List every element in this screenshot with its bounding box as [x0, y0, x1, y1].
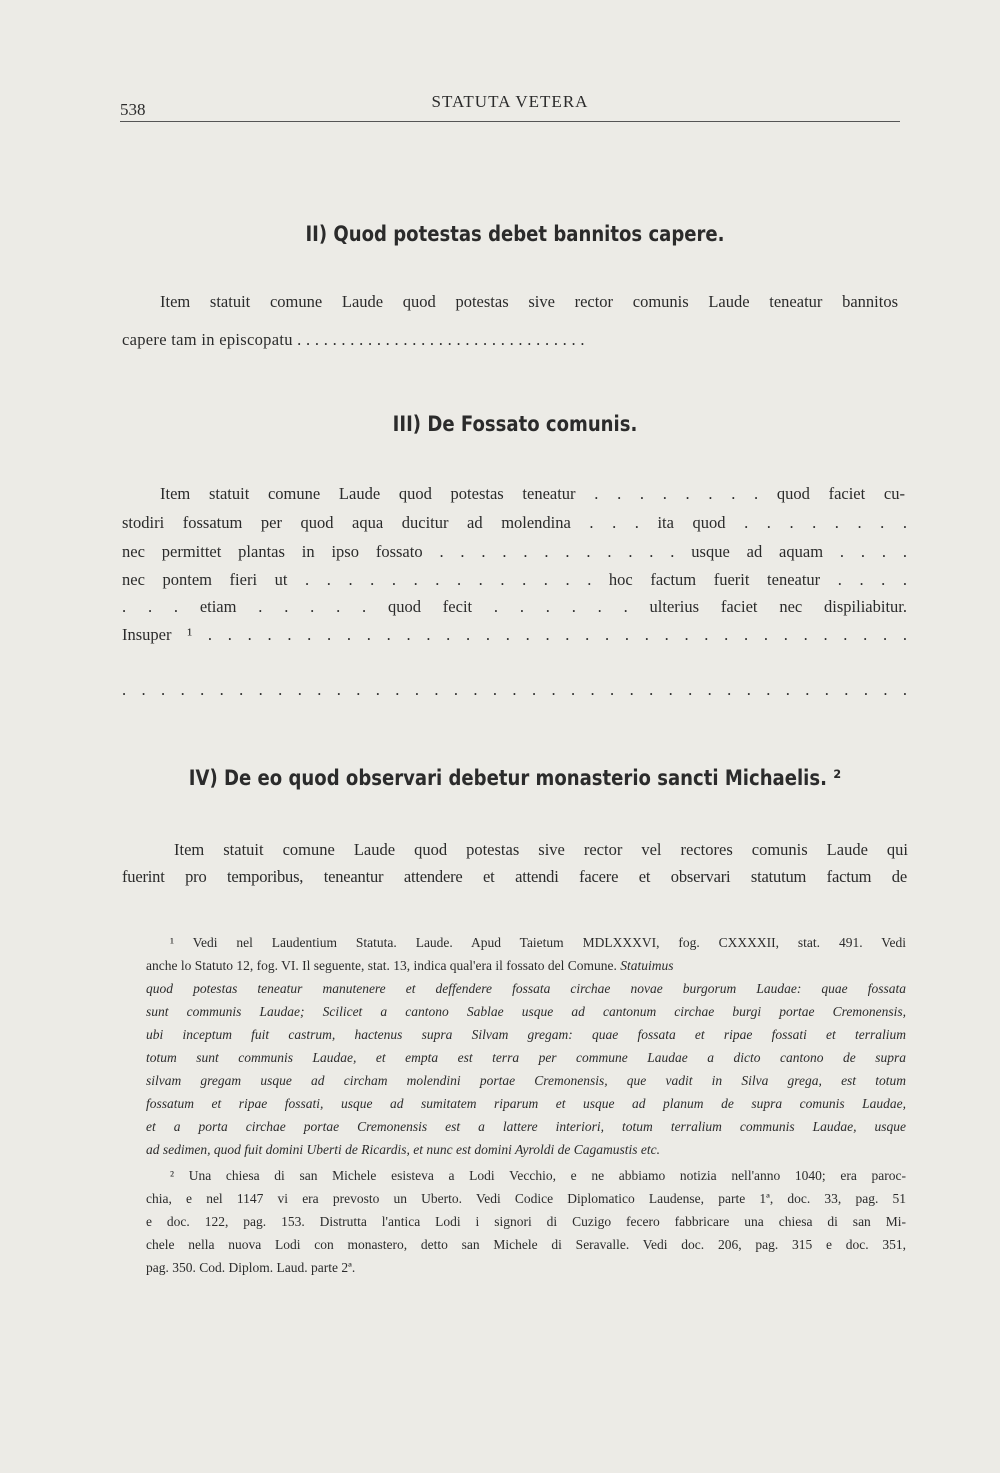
section-heading-4: IV) De eo quod observari debetur monasterio sancti Michaelis. ² [188, 766, 842, 790]
footnote-1-line [146, 958, 906, 974]
text-line: Item statuit comune Laude quod potestas sive rector comunis Laude teneatur bannitos [160, 292, 898, 311]
footnote-1-quote-line: ad sedimen, quod fuit domini Uberti de Ricardis, et nunc est domini Ayroldi de Cagamustis etc. [146, 1142, 660, 1157]
text-line: . . . . . . . . . . . . . . . . . . . . . . . . . . . . . . . . . . . . . . . . . [122, 680, 907, 699]
text-line: . . . etiam . . . . . quod fecit . . . . . . ulterius faciet nec dispiliabitur. [122, 597, 907, 616]
footnote-1-quote-line: silvam gregam usque ad circham molendini portae Cremonensis, que vadit in Silva grega, est totum [146, 1073, 906, 1088]
footnote-1-quote-line: fossatum et ripae fossati, usque ad sumitatem riparum et usque ad planum de supra comunis Laudae, [146, 1096, 906, 1111]
text-line: capere tam in episcopatu . . . . . . . . . . . . . . . . . . . . . . . . . . . . . . . . . [122, 330, 585, 349]
page-number: 538 [120, 100, 146, 119]
page-header [120, 90, 900, 120]
footnote-2-line: chele nella nuova Lodi con monastero, detto san Michele di Seravalle. Vedi doc. 206, pag. 315 e doc. 351, [146, 1237, 906, 1252]
footnote-1-quote-line: totum sunt communis Laudae, et empta est terra per commune Laudae a dicto cantono de supra [146, 1050, 906, 1065]
footnote-1-quote-line: et a porta circhae portae Cremonensis est a lattere interiori, totum terralium communis Laudae, usque [146, 1119, 906, 1134]
footnote-1-quote-line: ubi inceptum fuit castrum, hactenus supra Silvam gregam: quae fossata et ripae fossati et terralium [146, 1027, 906, 1042]
section-heading-2: II) Quod potestas debet bannitos capere. [305, 222, 725, 246]
footnote-2-line: pag. 350. Cod. Diplom. Laud. parte 2ª. [146, 1260, 356, 1275]
footnote-2-line: ² Una chiesa di san Michele esisteva a Lodi Vecchio, e ne abbiamo notizia nell'anno 1040; era paroc- [170, 1168, 906, 1183]
text-line: Item statuit comune Laude quod potestas sive rector vel rectores comunis Laude qui [174, 840, 908, 859]
footnote-2-line: e doc. 122, pag. 153. Distrutta l'antica Lodi i signori di Cuzigo fecero fabbricare una chiesa di san Mi- [146, 1214, 906, 1229]
text-line: Insuper ¹ . . . . . . . . . . . . . . . . . . . . . . . . . . . . . . . . . . . . [122, 625, 907, 644]
text-line: nec permittet plantas in ipso fossato . . . . . . . . . . . . usque ad aquam . . . . [122, 542, 907, 561]
footnote-2-line: chia, e nel 1147 vi era prevosto un Uberto. Vedi Codice Diplomatico Laudense, parte 1ª, doc. 33, pag. 51 [146, 1191, 906, 1206]
text-line: fuerint pro temporibus, teneantur attendere et attendi facere et observari statutum factum de [122, 867, 907, 886]
footnote-1-line: ¹ Vedi nel Laudentium Statuta. Laude. Apud Taietum MDLXXXVI, fog. CXXXXII, stat. 491. Vedi [170, 935, 906, 950]
section-heading-3: III) De Fossato comunis. [392, 412, 638, 436]
header-rule [120, 121, 900, 122]
text-line: nec pontem fieri ut . . . . . . . . . . . . . . hoc factum fuerit teneatur . . . . [122, 570, 907, 589]
text-line: Item statuit comune Laude quod potestas teneatur . . . . . . . . quod faciet cu- [160, 484, 905, 503]
footnote-1-text: anche lo Statuto 12, fog. VI. Il seguente, stat. 13, indica qual'era il fossato del Comune. [146, 958, 617, 973]
text-line: stodiri fossatum per quod aqua ducitur ad molendina . . . ita quod . . . . . . . . [122, 513, 907, 532]
footnote-1-quote-line: quod potestas teneatur manutenere et deffendere fossata circhae novae burgorum Laudae: quae fossata [146, 981, 906, 996]
footnote-1-quote-line: sunt communis Laudae; Scilicet a cantono Sablae usque ad cantonum circhae burgi portae Cremonensis, [146, 1004, 906, 1019]
running-title: STATUTA VETERA [431, 92, 589, 111]
footnote-1-quote: Statuimus [620, 958, 674, 973]
